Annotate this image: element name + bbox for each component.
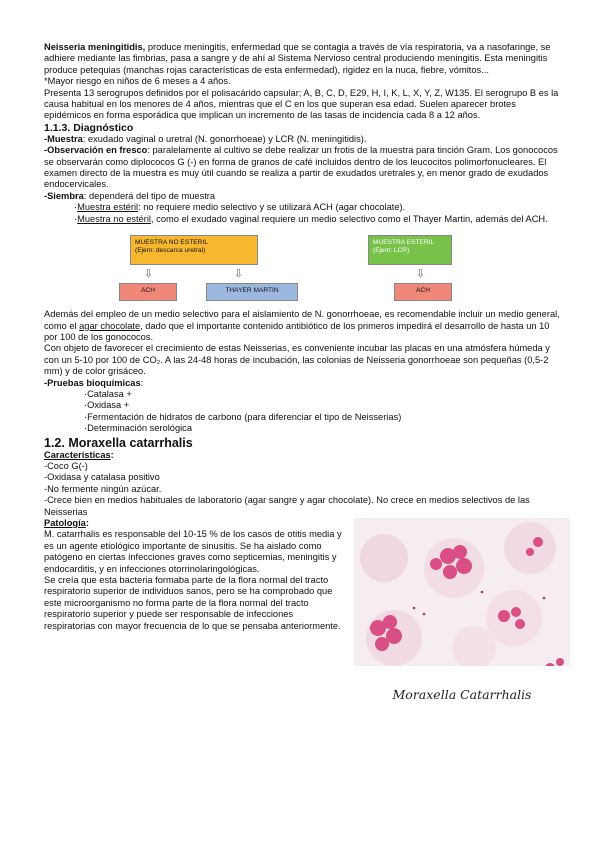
caracteristica-item: -No fermente ningún azúcar.	[44, 483, 162, 494]
box-esteril-sub: (Ejem: LCR)	[373, 247, 410, 255]
muestra-label: -Muestra	[44, 133, 83, 144]
cultivo-paragraph-2: Con objeto de favorecer el crecimiento de estas Neisserias, es conveniente incubar las placas en una atmósfera húmeda y con un 5-10 por 100 de CO₂. A las 24-48 horas de incubación, las colonias de Neisseria gonorrhoeae son pequeñas (0,5-2 mm) y de color grisáceo.	[44, 343, 550, 377]
observacion-label: -Observación en fresco	[44, 145, 148, 156]
intro-paragraph	[44, 42, 564, 76]
moraxella-heading: 1.2. Moraxella catarrhalis	[44, 435, 193, 450]
caracteristicas-colon: :	[110, 449, 114, 460]
moraxella-micrograph	[354, 518, 570, 710]
serogroups-paragraph: Presenta 13 serogrupos definidos por el polisacárido capsular; A, B, C, D, E29, H, I, K, L, X, Y, Z, W135. El serogrupo B es la causa habitual en los menores de 4 años, mientras que el C en los que superan esa edad. Suelen aparecer brotes epidémicos en forma esporádica que implican un incremento de las tasas de incidencia cada 8 a 12 años.	[44, 87, 559, 121]
pruebas-label: -Pruebas bioquímicas	[44, 377, 141, 388]
esteril-text: : no requiere medio selectivo y se utilizará ACH (agar chocolate).	[138, 202, 406, 213]
box-muestra-no-esteril	[130, 235, 258, 265]
intro-term: Neisseria meningitidis,	[44, 42, 146, 52]
patologia-text-column	[44, 518, 344, 632]
siembra-paragraph	[44, 191, 564, 202]
pruebas-colon: :	[140, 377, 144, 388]
micrograph-illustration	[354, 518, 570, 710]
arrow-down-icon: ⇩	[416, 268, 426, 281]
patologia-colon: :	[85, 518, 89, 528]
patologia-section	[44, 518, 564, 702]
patologia-heading	[44, 518, 344, 529]
siembra-text: : dependerá del tipo de muestra	[83, 190, 216, 201]
arrow-down-icon: ⇩	[234, 268, 244, 281]
noesteril-text: , como el exudado vaginal requiere un medio selectivo como el Thayer Martin, además del ACH.	[151, 213, 548, 224]
muestra-paragraph	[44, 134, 564, 145]
patologia-paragraph-2: Se creía que esta bacteria formaba parte de la flora normal del tracto respiratorio superior de individuos sanos, pero se ha comprobado que este microorganismo no forma parte de la flora normal del tracto respiratorio superior y puede ser responsable de infecciones respiratorias con mayor frecuencia de lo que se pensaba anteriormente.	[44, 575, 341, 631]
box-noesteril-title: MUESTRA NO ESTERIL	[135, 239, 208, 247]
cultivo-text-a: Además del empleo de un medio selectivo para el aislamiento de N. gonorrhoeae, es recomendable incluir un medio general, como el	[44, 309, 560, 331]
prueba-item: ·Determinación serológica	[84, 423, 192, 434]
noesteril-prefix: ·	[74, 213, 78, 224]
noesteril-paragraph	[44, 214, 564, 225]
patologia-label: Patología	[44, 518, 86, 528]
box-thayer-martin: THAYER MARTIN	[206, 283, 298, 301]
observacion-paragraph	[44, 145, 564, 191]
box-noesteril-sub: (Ejem: descarca uretral)	[135, 247, 206, 255]
esteril-label: Muestra estéril	[77, 202, 139, 213]
caracteristica-item: -Coco G(-)	[44, 460, 88, 471]
diagnostico-heading: 1.1.3. Diagnóstico	[44, 121, 134, 134]
agar-chocolate-link: agar chocolate	[79, 320, 141, 331]
document-page	[44, 42, 564, 702]
caracteristica-item: -Crece bien en medios habituales de laboratorio (agar sangre y agar chocolate). No crece en medios selectivos de las Neisserias	[44, 495, 530, 517]
cultivo-paragraph-1	[44, 309, 564, 343]
box-ach-1: ACH	[119, 283, 177, 301]
caracteristica-item: -Oxidasa y catalasa positivo	[44, 472, 160, 483]
micrograph-caption: Moraxella Catarrhalis	[392, 686, 532, 702]
prueba-item: ·Catalasa +	[84, 388, 132, 399]
cultivo-text-b: , dado que el importante contenido antibiótico de los primeros impedirá el desarrollo de hasta un 10 por 100 de los gonococos.	[44, 320, 550, 342]
caracteristicas-heading	[44, 450, 564, 461]
caracteristicas-label: Características	[44, 449, 111, 460]
prueba-item: ·Fermentación de hidratos de carbono (para diferenciar el tipo de Neisserias)	[84, 411, 402, 422]
muestra-text: : exudado vaginal o uretral (N. gonorrhoeae) y LCR (N. meningitidis).	[82, 133, 367, 144]
intro-text: produce meningitis, enfermedad que se contagia a través de vía respiratoria, va a nasofaringe, se adhiere mediante las fimbrias, pasa a sangre y de ahí al Sistema Nervioso central produciendo meningitis. Esta meningitis produce petequias (manchas rojas características de esta enfermedad), rigidez en la nuca, fiebre, vómitos...	[44, 42, 551, 75]
observacion-text: : paralelamente al cultivo se debe realizar un frotis de la muestra para tinción Gram. Los gonococos se observarán como diplococos G (-) en forma de granos de café incluidos dentro de los leucocitos polimorfonucleares. El examen directo de la muestra es muy útil cuando se realiza a partir de exudados uretrales y, en menor grado de exudados endocervicales.	[44, 145, 558, 190]
box-muestra-esteril	[368, 235, 452, 265]
box-ach-2: ACH	[394, 283, 452, 301]
noesteril-label: Muestra no estéril	[77, 213, 151, 224]
siembra-label: -Siembra	[44, 190, 84, 201]
pruebas-heading	[44, 378, 564, 389]
esteril-paragraph	[44, 202, 564, 213]
box-esteril-title: MUESTRA ESTERIL	[373, 239, 435, 247]
patologia-paragraph-1: M. catarrhalis es responsable del 10-15 % de los casos de otitis media y es un agente etiológico importante de sinusitis. Se ha aislado como patógeno en ciertas infecciones graves como septicemias, meningitis y endocarditis, y en infecciones otorrinolaringológicas.	[44, 529, 342, 574]
siembra-diagram	[44, 227, 564, 307]
esteril-prefix: ·	[74, 202, 78, 213]
risk-note: *Mayor riesgo en niños de 6 meses a 4 años.	[44, 76, 231, 87]
arrow-down-icon: ⇩	[144, 268, 154, 281]
prueba-item: ·Oxidasa +	[84, 400, 130, 411]
